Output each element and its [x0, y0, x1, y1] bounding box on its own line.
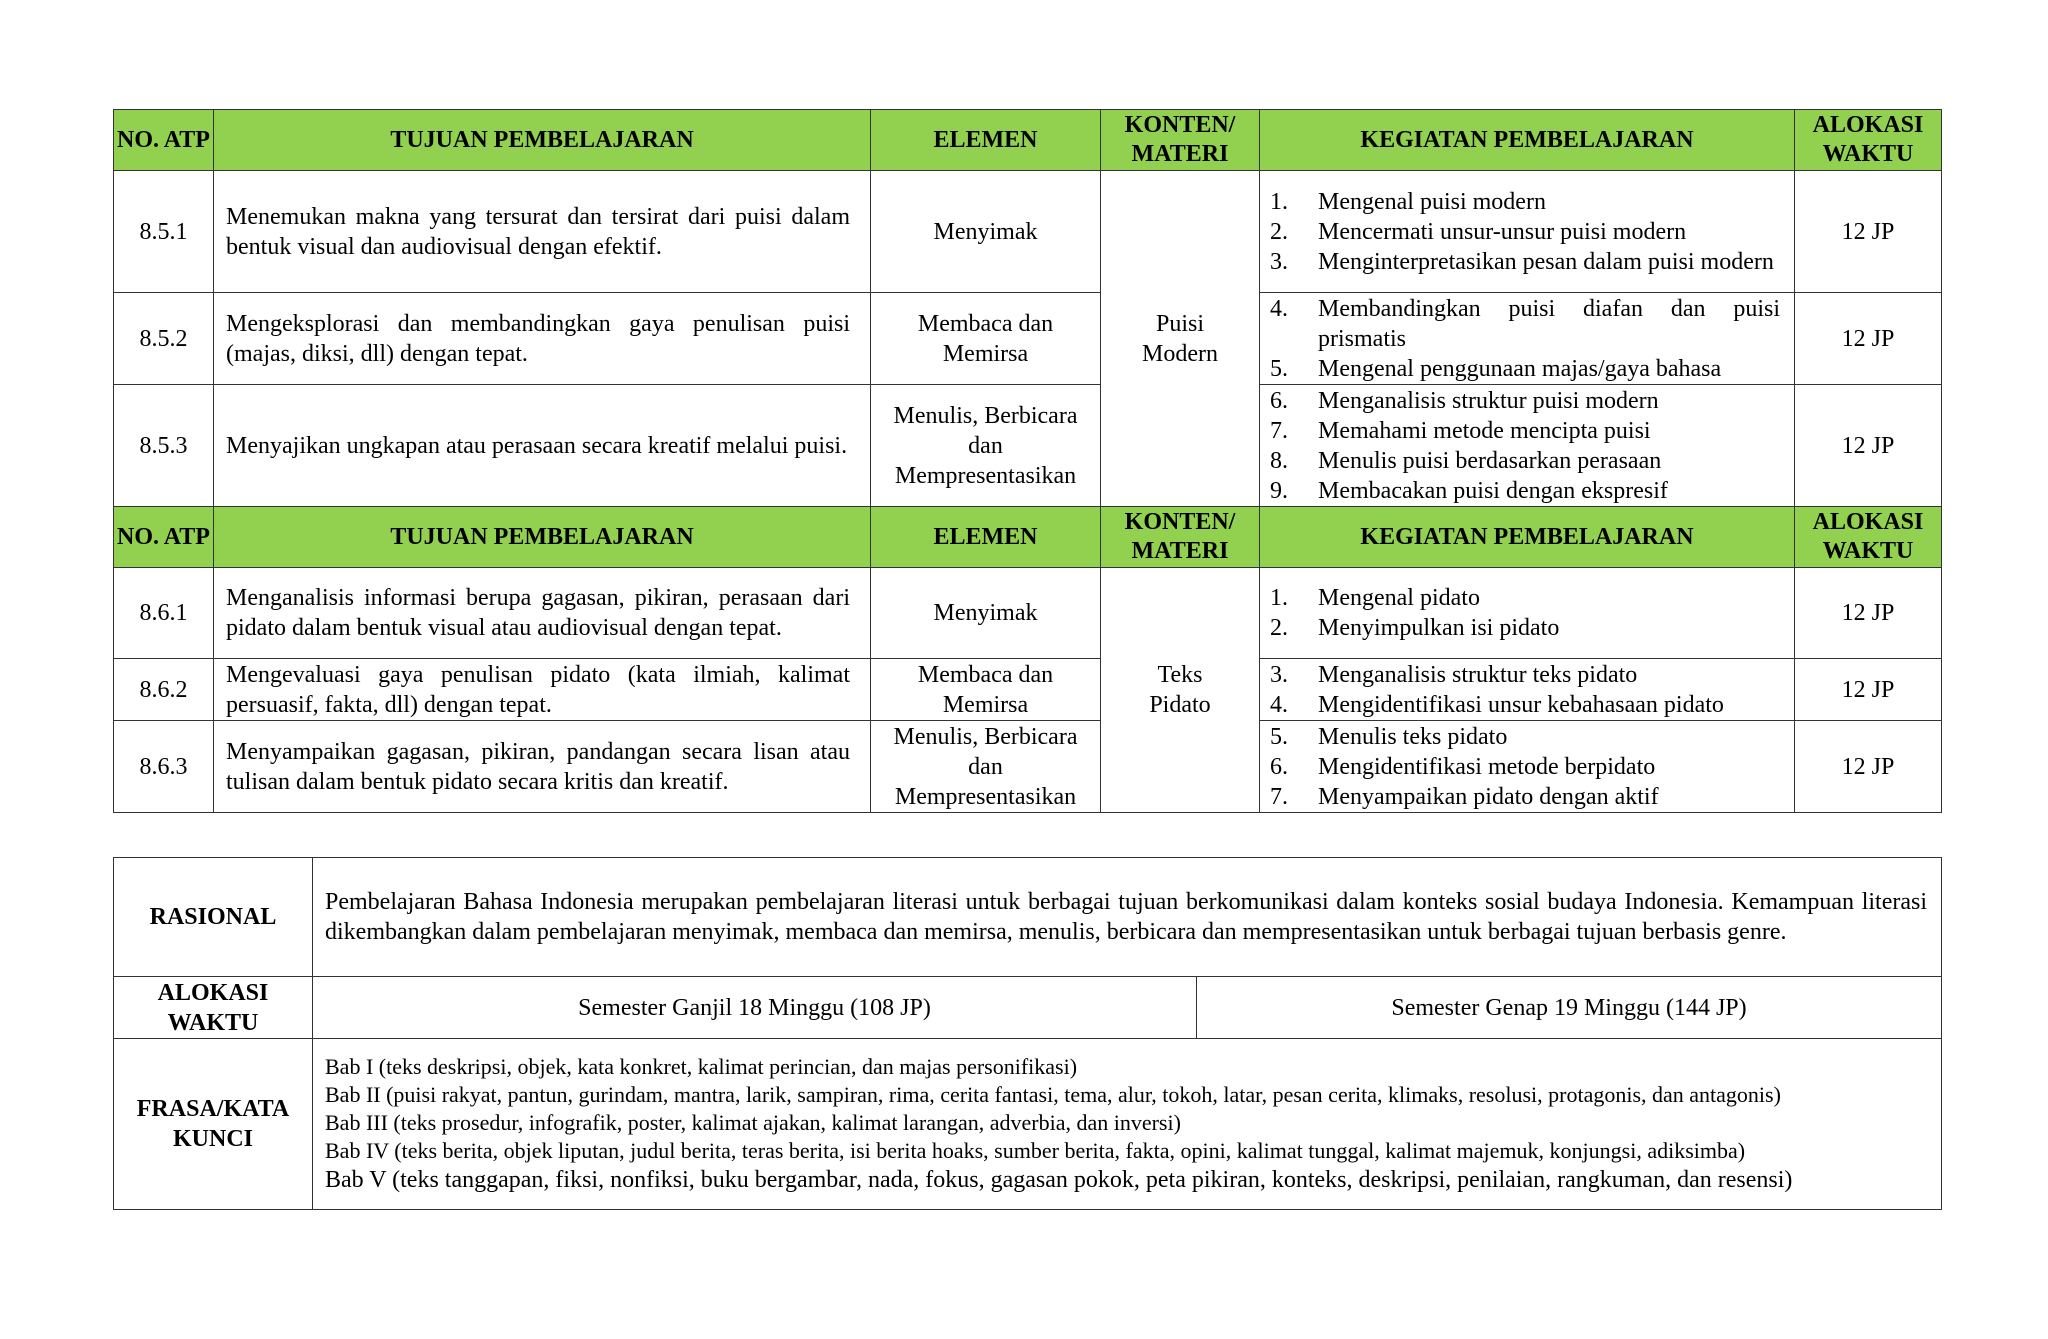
- elemen-cell: Membaca dan Memirsa: [871, 659, 1101, 721]
- keyword-line: Bab II (puisi rakyat, pantun, gurindam, mantra, larik, sampiran, rima, cerita fantasi, tema, alur, tokoh, latar, pesan cerita, klimaks, resolusi, protagonis, dan antagonis): [325, 1082, 1781, 1107]
- list-item: 4. Membandingkan puisi diafan dan puisi prismatis: [1270, 295, 1780, 352]
- kegiatan-list: [1260, 294, 1794, 384]
- list-item: 1. Mengenal pidato: [1270, 585, 1480, 611]
- atp-number: 8.5.2: [114, 293, 214, 385]
- atp-table: [113, 109, 1942, 813]
- header-tujuan: TUJUAN PEMBELAJARAN: [214, 110, 871, 171]
- header-kegiatan: KEGIATAN PEMBELAJARAN: [1260, 110, 1795, 171]
- kegiatan-list: [1260, 386, 1794, 506]
- rasional-text: Pembelajaran Bahasa Indonesia merupakan pembelajaran literasi untuk berbagai tujuan berkomunikasi dalam konteks sosial budaya Indonesia. Kemampuan literasi dikembangkan dalam pembelajaran menyimak, membaca dan memirsa, menulis, berbicara dan mempresentasikan untuk berbagai tujuan berbasis genre.: [313, 858, 1942, 977]
- list-item: 5. Mengenal penggunaan majas/gaya bahasa: [1270, 355, 1722, 382]
- atp-number: 8.6.1: [114, 568, 214, 659]
- atp-number: 8.5.3: [114, 385, 214, 507]
- alokasi-cell: 12 JP: [1795, 293, 1942, 385]
- kegiatan-list: [1260, 583, 1794, 643]
- kegiatan-cell: [1260, 171, 1795, 293]
- alokasi-cell: 12 JP: [1795, 385, 1942, 507]
- tujuan-cell: [214, 171, 871, 293]
- tujuan-text: Menemukan makna yang tersurat dan tersirat dari puisi dalam bentuk visual dan audiovisual dengan efektif.: [226, 203, 850, 260]
- frasa-label: FRASA/KATA KUNCI: [114, 1039, 313, 1210]
- table-row: [114, 171, 1942, 293]
- header-tujuan: TUJUAN PEMBELAJARAN: [214, 507, 871, 568]
- table-row: [114, 385, 1942, 507]
- atp-number: 8.6.2: [114, 659, 214, 721]
- elemen-cell: Menyimak: [871, 171, 1101, 293]
- tujuan-cell: [214, 659, 871, 721]
- list-item: 6. Mengidentifikasi metode berpidato: [1270, 753, 1656, 780]
- alokasi-row: [114, 977, 1942, 1039]
- semester-ganjil: Semester Ganjil 18 Minggu (108 JP): [313, 977, 1197, 1039]
- kegiatan-cell: [1260, 293, 1795, 385]
- tujuan-cell: [214, 721, 871, 813]
- list-item: 7. Memahami metode mencipta puisi: [1270, 417, 1651, 444]
- table-row: [114, 568, 1942, 659]
- header-konten: KONTEN/ MATERI: [1101, 507, 1260, 568]
- elemen-cell: Membaca dan Memirsa: [871, 293, 1101, 385]
- konten-cell: Teks Pidato: [1101, 568, 1260, 813]
- kegiatan-cell: [1260, 568, 1795, 659]
- header-alokasi: ALOKASI WAKTU: [1795, 110, 1942, 171]
- header-no-atp: NO. ATP: [114, 507, 214, 568]
- tujuan-cell: [214, 568, 871, 659]
- kegiatan-cell: [1260, 721, 1795, 813]
- list-item: 6. Menganalisis struktur puisi modern: [1270, 387, 1659, 414]
- list-item: 1. Mengenal puisi modern: [1270, 188, 1546, 215]
- kegiatan-cell: [1260, 659, 1795, 721]
- keyword-line: Bab I (teks deskripsi, objek, kata konkret, kalimat perincian, dan majas personifikasi): [325, 1054, 1078, 1079]
- frasa-cell: [313, 1039, 1942, 1210]
- kegiatan-list: [1260, 660, 1794, 720]
- list-item: 5. Menulis teks pidato: [1270, 723, 1508, 750]
- header-elemen: ELEMEN: [871, 110, 1101, 171]
- keyword-line: Bab III (teks prosedur, infografik, poster, kalimat ajakan, kalimat larangan, adverbia, dan inversi): [325, 1110, 1181, 1135]
- list-item: 8. Menulis puisi berdasarkan perasaan: [1270, 447, 1662, 474]
- frasa-row: [114, 1039, 1942, 1210]
- tujuan-text: Menyajikan ungkapan atau perasaan secara kreatif melalui puisi.: [226, 432, 848, 459]
- atp-number: 8.6.3: [114, 721, 214, 813]
- kegiatan-list: [1260, 187, 1794, 277]
- rasional-label: RASIONAL: [114, 858, 313, 977]
- list-item: 4. Mengidentifikasi unsur kebahasaan pidato: [1270, 691, 1724, 718]
- tujuan-text: Menganalisis informasi berupa gagasan, pikiran, perasaan dari pidato dalam bentuk visual atau audiovisual dengan tepat.: [226, 585, 850, 641]
- tujuan-cell: [214, 385, 871, 507]
- table-row: [114, 293, 1942, 385]
- tujuan-text: Mengeksplorasi dan membandingkan gaya penulisan puisi (majas, diksi, dll) dengan tepat.: [226, 310, 850, 367]
- kegiatan-list: [1260, 722, 1794, 812]
- list-item: 2. Mencermati unsur-unsur puisi modern: [1270, 218, 1687, 245]
- kegiatan-cell: [1260, 385, 1795, 507]
- list-item: 3. Menginterpretasikan pesan dalam puisi modern: [1270, 248, 1774, 275]
- alokasi-label: ALOKASI WAKTU: [114, 977, 313, 1039]
- tujuan-text: Mengevaluasi gaya penulisan pidato (kata ilmiah, kalimat persuasif, fakta, dll) dengan tepat.: [226, 661, 850, 718]
- header-no-atp: NO. ATP: [114, 110, 214, 171]
- header-row-1: [114, 110, 1942, 171]
- keyword-line: Bab V (teks tanggapan, fiksi, nonfiksi, buku bergambar, nada, fokus, gagasan pokok, peta pikiran, konteks, deskripsi, penilaian, rangkuman, dan resensi): [325, 1167, 1793, 1193]
- table-row: [114, 659, 1942, 721]
- header-elemen: ELEMEN: [871, 507, 1101, 568]
- info-table: [113, 857, 1942, 1210]
- list-item: 7. Menyampaikan pidato dengan aktif: [1270, 783, 1659, 810]
- header-row-2: [114, 507, 1942, 568]
- list-item: 9. Membacakan puisi dengan ekspresif: [1270, 477, 1668, 504]
- tujuan-cell: [214, 293, 871, 385]
- semester-genap: Semester Genap 19 Minggu (144 JP): [1197, 977, 1942, 1039]
- table-row: [114, 721, 1942, 813]
- konten-cell: Puisi Modern: [1101, 171, 1260, 507]
- header-konten: KONTEN/ MATERI: [1101, 110, 1260, 171]
- elemen-cell: Menulis, Berbicara dan Mempresentasikan: [871, 385, 1101, 507]
- header-alokasi: ALOKASI WAKTU: [1795, 507, 1942, 568]
- atp-number: 8.5.1: [114, 171, 214, 293]
- alokasi-cell: 12 JP: [1795, 171, 1942, 293]
- tujuan-text: Menyampaikan gagasan, pikiran, pandangan secara lisan atau tulisan dalam bentuk pidato secara kritis dan kreatif.: [226, 738, 850, 795]
- alokasi-cell: 12 JP: [1795, 659, 1942, 721]
- list-item: 2. Menyimpulkan isi pidato: [1270, 615, 1560, 641]
- keyword-line: Bab IV (teks berita, objek liputan, judul berita, teras berita, isi berita hoaks, sumber berita, fakta, opini, kalimat tunggal, kalimat majemuk, konjungsi, adiksimba): [325, 1138, 1746, 1163]
- rasional-row: [114, 858, 1942, 977]
- list-item: 3. Menganalisis struktur teks pidato: [1270, 661, 1638, 688]
- elemen-cell: Menyimak: [871, 568, 1101, 659]
- alokasi-cell: 12 JP: [1795, 721, 1942, 813]
- alokasi-cell: 12 JP: [1795, 568, 1942, 659]
- elemen-cell: Menulis, Berbicara dan Mempresentasikan: [871, 721, 1101, 813]
- header-kegiatan: KEGIATAN PEMBELAJARAN: [1260, 507, 1795, 568]
